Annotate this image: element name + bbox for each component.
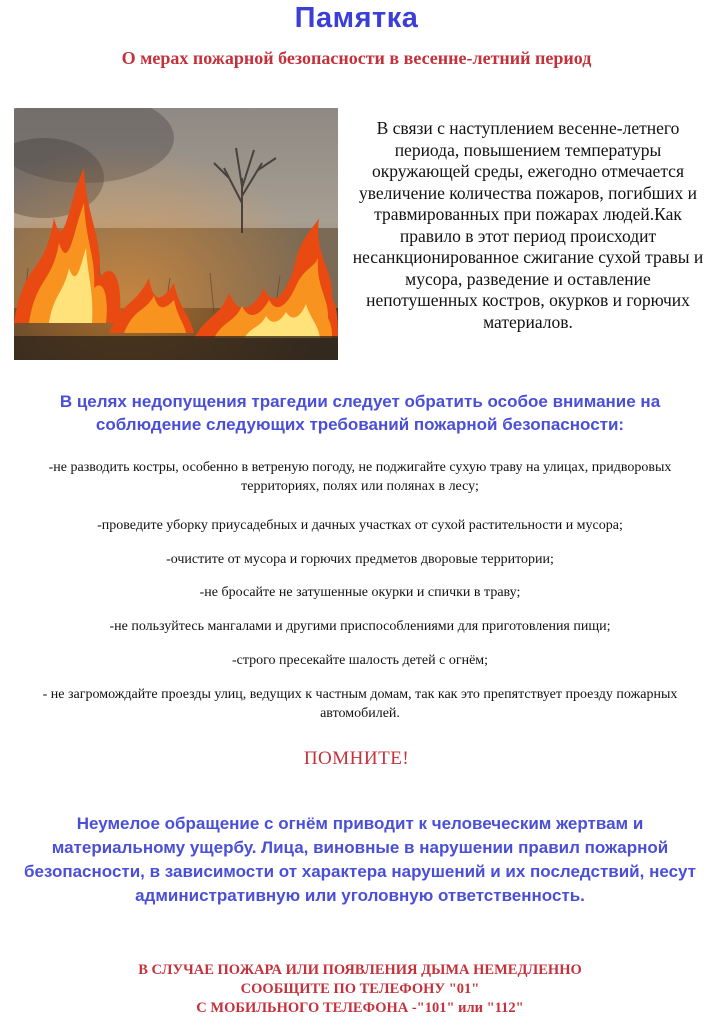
requirements-lead: В целях недопущения трагедии следует обратить особое внимание на соблюдение следующих требований пожарной безопасности: [59,392,661,434]
emergency-line: В СЛУЧАЕ ПОЖАРА ИЛИ ПОЯВЛЕНИЯ ДЫМА НЕМЕДЛЕННО [138,962,582,978]
emergency-notice [20,961,700,1018]
page-subtitle: О мерах пожарной безопасности в весенне-летний период [121,48,592,68]
remember-heading: ПОМНИТЕ! [303,748,410,769]
rule-item: -очистите от мусора и горючих предметов дворовые территории; [166,552,554,567]
responsibility-warning: Неумелое обращение с огнём приводит к человеческим жертвам и материальному ущербу. Лица, виновные в нарушении правил пожарной безопасности, в зависимости от характера нарушений и их последствий, несут административную или уголовную ответственность. [23,814,697,905]
grass-fire-photo [14,108,338,360]
rule-item: -проведите уборку приусадебных и дачных участках от сухой растительности и мусора; [97,518,623,533]
rule-item: -не бросайте не затушенные окурки и спички в траву; [199,585,521,600]
rule-item: -не разводить костры, особенно в ветреную погоду, не поджигайте сухую траву на улицах, придворовых территориях, полях или полянах в лесу; [48,460,672,494]
rule-item: -строго пресекайте шалость детей с огнём; [231,653,489,668]
emergency-mobile-line: С МОБИЛЬНОГО ТЕЛЕФОНА -"101" или "112" [196,1000,524,1016]
rule-item: - не загромождайте проезды улиц, ведущих к частным домам, так как это препятствует проезду пожарных автомобилей. [42,687,678,721]
rule-item: -не пользуйтесь мангалами и другими приспособлениями для приготовления пищи; [109,619,611,634]
emergency-phone-line: СООБЩИТЕ ПО ТЕЛЕФОНУ "01" [240,981,480,997]
intro-paragraph: В связи с наступлением весенне-летнего периода, повышением температуры окружающей среды, ежегодно отмечается увеличение количества пожаров, погибших и травмированных при пожарах людей.Как правило в этот период происходит несанкционированное сжигание сухой травы и мусора, разведение и оставление непотушенных костров, окурков и горючих материалов. [352,118,704,332]
page-title: Памятка [294,2,419,34]
